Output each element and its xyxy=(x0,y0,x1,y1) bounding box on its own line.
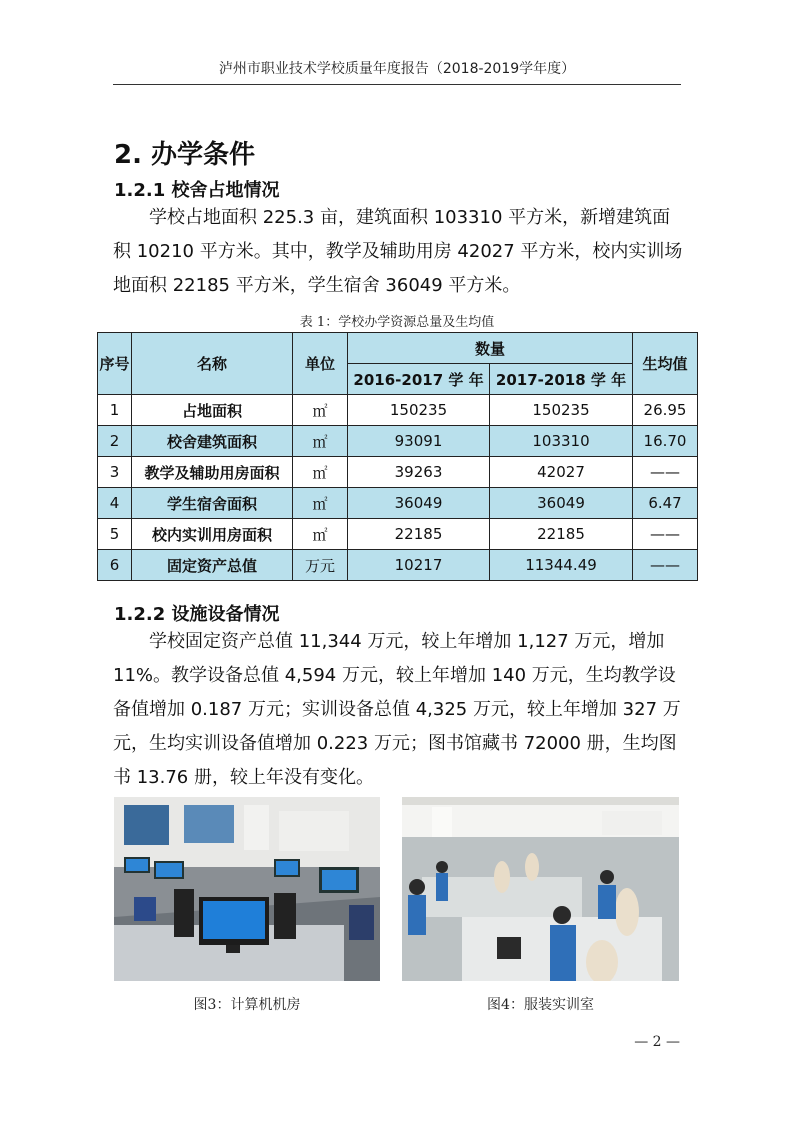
resources-table xyxy=(97,332,698,581)
cell-seq: 3 xyxy=(98,457,132,488)
cell-per-student: 6.47 xyxy=(633,488,698,519)
header-name: 名称 xyxy=(132,333,293,395)
header-quantity: 数量 xyxy=(348,333,633,364)
table-row xyxy=(98,395,698,426)
cell-name: 校内实训用房面积 xyxy=(132,519,293,550)
cell-seq: 5 xyxy=(98,519,132,550)
cell-per-student: —— xyxy=(633,550,698,581)
section-title: 2. 办学条件 xyxy=(114,140,256,170)
cell-year2: 36049 xyxy=(490,488,633,519)
cell-unit: ㎡ xyxy=(293,457,348,488)
table-row xyxy=(98,457,698,488)
cell-unit: ㎡ xyxy=(293,488,348,519)
garment-lab-photo xyxy=(402,797,679,981)
cell-year2: 103310 xyxy=(490,426,633,457)
cell-year2: 150235 xyxy=(490,395,633,426)
cell-unit: ㎡ xyxy=(293,426,348,457)
cell-name: 校舍建筑面积 xyxy=(132,426,293,457)
cell-name: 固定资产总值 xyxy=(132,550,293,581)
table-row xyxy=(98,426,698,457)
cell-per-student: 26.95 xyxy=(633,395,698,426)
cell-unit: ㎡ xyxy=(293,395,348,426)
table-row xyxy=(98,488,698,519)
page-number: — 2 — xyxy=(634,1034,680,1050)
cell-name: 学生宿舍面积 xyxy=(132,488,293,519)
paragraph-campus: 学校占地面积 225.3 亩，建筑面积 103310 平方米，新增建筑面积 10210 平方米。其中，教学及辅助用房 42027 平方米，校内实训场地面积 22185 平方米，学生宿舍 36049 平方米。 xyxy=(113,207,683,296)
cell-unit: ㎡ xyxy=(293,519,348,550)
cell-year1: 10217 xyxy=(348,550,490,581)
computer-lab-photo xyxy=(114,797,380,981)
header-year1: 2016-2017 学 年 xyxy=(348,364,490,395)
paragraph-facilities: 学校固定资产总值 11,344 万元，较上年增加 1,127 万元，增加 11%。教学设备总值 4,594 万元，较上年增加 140 万元，生均教学设备值增加 0.187 万元；实训设备总值 4,325 万元，较上年增加 327 万元，生均实训设备值增加 0.223 万元；图书馆藏书 72000 册，生均图书 13.76 册，较上年没有变化。 xyxy=(113,631,681,788)
header-year2: 2017-2018 学 年 xyxy=(490,364,633,395)
cell-year2: 11344.49 xyxy=(490,550,633,581)
table-caption: 表 1：学校办学资源总量及生均值 xyxy=(299,315,495,330)
cell-name: 占地面积 xyxy=(132,395,293,426)
subsection-title-facilities: 1.2.2 设施设备情况 xyxy=(114,604,280,625)
cell-unit: 万元 xyxy=(293,550,348,581)
cell-year1: 39263 xyxy=(348,457,490,488)
figure-4-caption: 图4：服装实训室 xyxy=(487,997,594,1013)
header-per-student: 生均值 xyxy=(633,333,698,395)
figure-3-caption: 图3：计算机机房 xyxy=(193,997,301,1013)
page-header: 泸州市职业技术学校质量年度报告（2018-2019学年度） xyxy=(113,58,681,85)
cell-per-student: —— xyxy=(633,457,698,488)
cell-per-student: 16.70 xyxy=(633,426,698,457)
header-seq: 序号 xyxy=(98,333,132,395)
cell-year2: 22185 xyxy=(490,519,633,550)
cell-seq: 2 xyxy=(98,426,132,457)
cell-name: 教学及辅助用房面积 xyxy=(132,457,293,488)
table-row xyxy=(98,519,698,550)
cell-year1: 22185 xyxy=(348,519,490,550)
header-unit: 单位 xyxy=(293,333,348,395)
cell-year2: 42027 xyxy=(490,457,633,488)
cell-year1: 36049 xyxy=(348,488,490,519)
subsection-title-campus: 1.2.1 校舍占地情况 xyxy=(114,180,280,201)
cell-per-student: —— xyxy=(633,519,698,550)
cell-year1: 150235 xyxy=(348,395,490,426)
cell-seq: 6 xyxy=(98,550,132,581)
cell-seq: 4 xyxy=(98,488,132,519)
cell-year1: 93091 xyxy=(348,426,490,457)
table-row xyxy=(98,550,698,581)
cell-seq: 1 xyxy=(98,395,132,426)
